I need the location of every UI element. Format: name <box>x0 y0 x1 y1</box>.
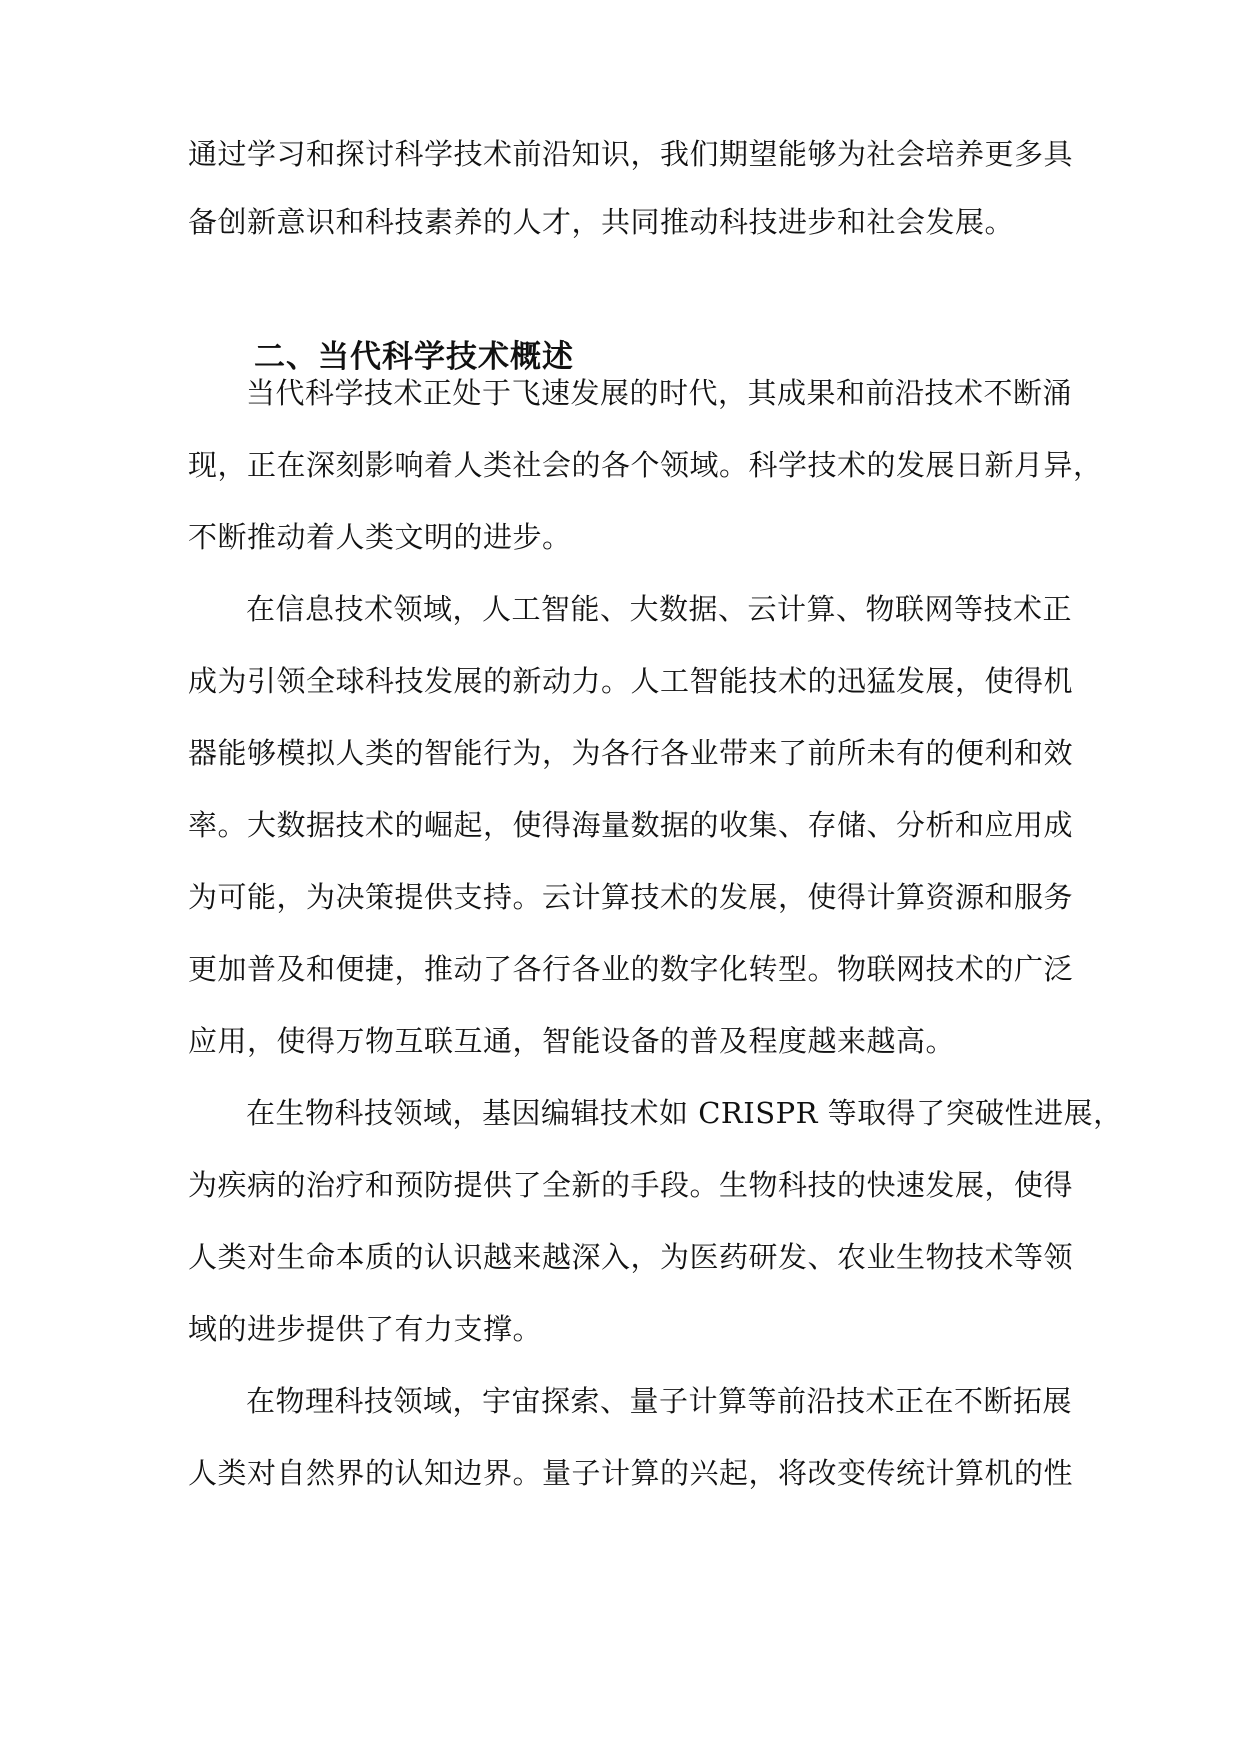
text-line: 通过学习和探讨科学技术前沿知识，我们期望能够为社会培养更多具 <box>188 137 1074 171</box>
text-line: 成为引领全球科技发展的新动力。人工智能技术的迅猛发展，使得机 <box>188 664 1074 698</box>
text-line: 器能够模拟人类的智能行为，为各行各业带来了前所未有的便利和效 <box>188 736 1074 770</box>
section-heading: 二、当代科学技术概述 <box>254 339 574 375</box>
text-line: 更加普及和便捷，推动了各行各业的数字化转型。物联网技术的广泛 <box>188 952 1074 986</box>
text-line: 在物理科技领域，宇宙探索、量子计算等前沿技术正在不断拓展 <box>246 1384 1073 1418</box>
text-line: 备创新意识和科技素养的人才，共同推动科技进步和社会发展。 <box>188 205 1015 239</box>
text-line: 为疾病的治疗和预防提供了全新的手段。生物科技的快速发展，使得 <box>188 1168 1074 1202</box>
text-line: 在信息技术领域，人工智能、大数据、云计算、物联网等技术正 <box>246 592 1073 626</box>
text-line: 在生物科技领域，基因编辑技术如 CRISPR 等取得了突破性进展， <box>246 1096 1123 1130</box>
text-line: 为可能，为决策提供支持。云计算技术的发展，使得计算资源和服务 <box>188 880 1074 914</box>
text-line: 不断推动着人类文明的进步。 <box>188 520 572 554</box>
text-line: 当代科学技术正处于飞速发展的时代，其成果和前沿技术不断涌 <box>246 376 1073 410</box>
text-line: 应用，使得万物互联互通，智能设备的普及程度越来越高。 <box>188 1024 956 1058</box>
text-line: 人类对自然界的认知边界。量子计算的兴起，将改变传统计算机的性 <box>188 1456 1074 1490</box>
text-line: 现，正在深刻影响着人类社会的各个领域。科学技术的发展日新月异， <box>188 448 1103 482</box>
text-line: 率。大数据技术的崛起，使得海量数据的收集、存储、分析和应用成 <box>188 808 1074 842</box>
text-line: 人类对生命本质的认识越来越深入，为医药研发、农业生物技术等领 <box>188 1240 1074 1274</box>
text-line: 域的进步提供了有力支撑。 <box>188 1312 543 1346</box>
